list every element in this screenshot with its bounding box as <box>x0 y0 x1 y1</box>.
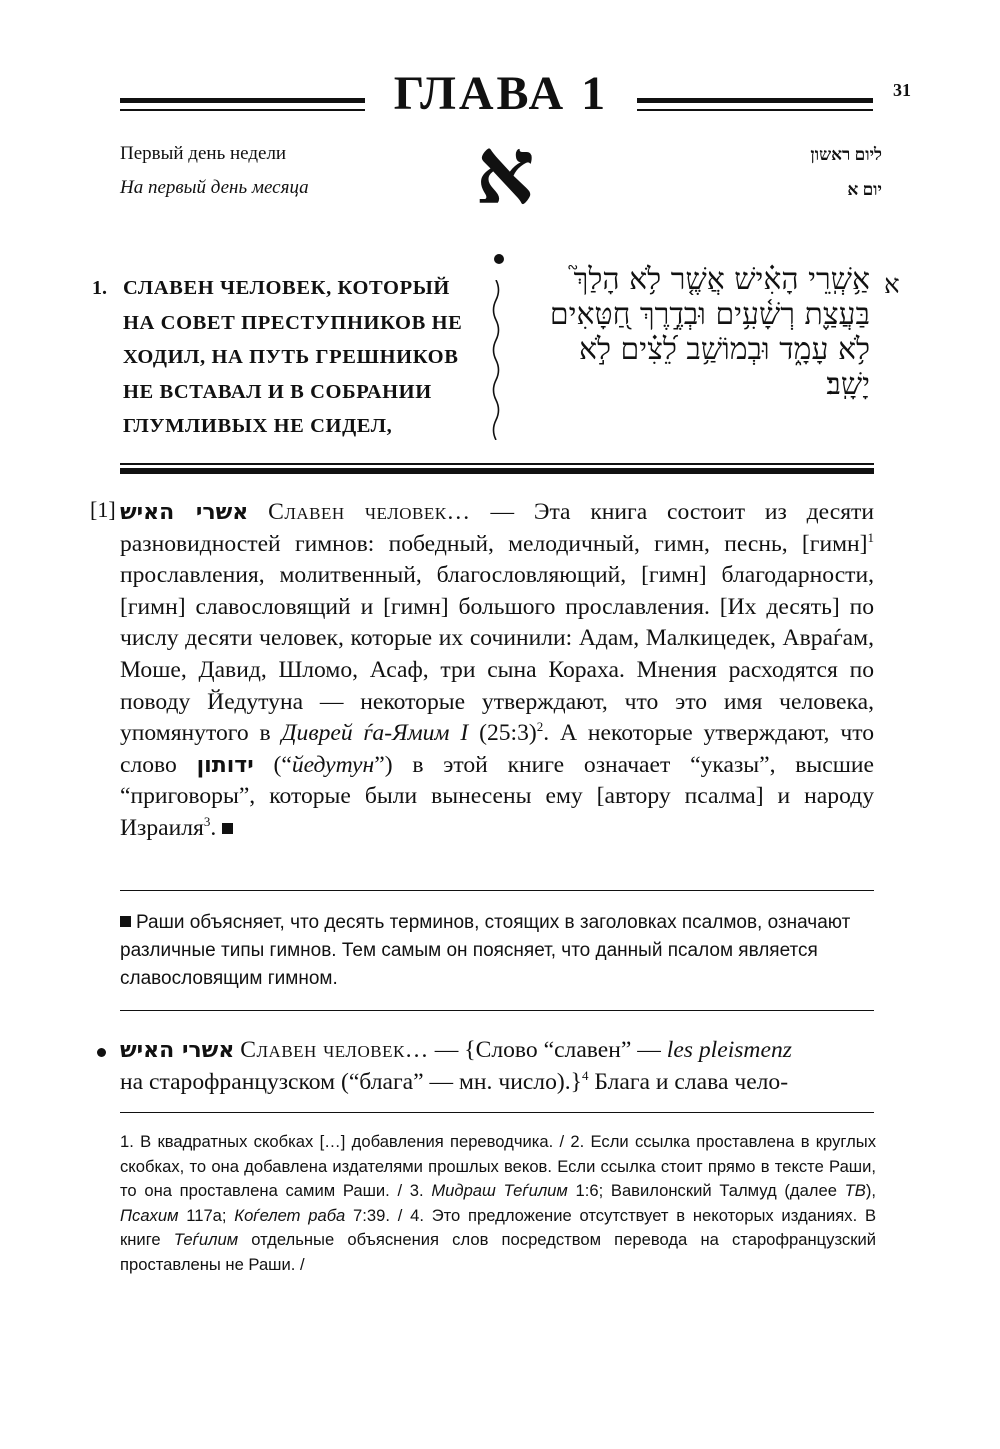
wavy-divider-icon <box>489 280 503 440</box>
editor-note <box>120 909 874 993</box>
footnotes <box>120 1130 876 1277</box>
verse-number: 1. <box>92 277 107 299</box>
commentary2-paragraph <box>120 1035 880 1098</box>
chapter-hebrew-letter: א <box>475 117 535 225</box>
commentary-ref: [1] <box>90 497 116 522</box>
footnote-text: 117а; <box>178 1205 235 1225</box>
footnote-text: отдельные объяснения слов посредством перевода на старофранцузский проставлены не Раши. / <box>120 1230 876 1274</box>
commentary-text: . А некоторые утверждают, что слово <box>120 720 874 778</box>
end-marker-icon <box>222 823 233 834</box>
footnote-ref: 3 <box>203 814 211 830</box>
footnote-text: ), <box>865 1181 877 1200</box>
footnote-text: 1:6; Вавилонский Талмуд (далее <box>567 1181 845 1200</box>
source-ref: Диврей ѓа-Ямим I <box>281 720 469 747</box>
footnote-source: ТВ <box>844 1181 866 1200</box>
verse-text-ru: СЛАВЕН ЧЕЛОВЕК, КОТОРЫЙ НА СОВЕТ ПРЕСТУПНИКОВ НЕ ХОДИЛ, НА ПУТЬ ГРЕШНИКОВ НЕ ВСТАВАЛ И В СОБРАНИИ ГЛУМЛИВЫХ НЕ СИДЕЛ, <box>123 277 463 437</box>
verse-he-line: יָשָֽׁב׃ <box>826 367 870 402</box>
page-number: 31 <box>893 80 911 100</box>
footnote-source: Псахим <box>120 1205 179 1225</box>
commentary2-text: на старофранцузском (“блага” — мн. число).} <box>120 1068 582 1095</box>
footnote-source: Мидраш Теѓилим <box>431 1181 568 1200</box>
lemma-he: אשרי האיש <box>120 500 249 525</box>
commentary-text: прославления, молитвенный, благословляющий, [гимн] благодарности, [гимн] славословящий и [гимн] большого прославления. [Их десять] по числу десяти человек, которые их сочинили: Адам, Малкицедек, Авраѓам, Моше, Давид, Шломо, Асаф, три сына Кораха. Мнения расходятся по поводу Йедутуна — некоторые утверждают, что это имя человека, упомянутого в <box>120 562 874 747</box>
note-separator-top <box>120 890 874 891</box>
reading-month-he: יום א <box>847 180 882 199</box>
editor-note-text: Раши объясняет, что десять терминов, стоящих в заголовках псалмов, означают различные типы гимнов. Тем самым он поясняет, что данный псалом является славословящим гимном. <box>120 912 851 989</box>
footnote-separator <box>120 1112 874 1113</box>
footnote-ref: 2 <box>536 719 544 735</box>
commentary-text: (25:3) <box>468 720 537 747</box>
verse-letter-he: א <box>884 270 900 300</box>
chapter-title: ГЛАВА 1 <box>393 67 609 120</box>
reading-day-he: ליום ראשון <box>810 145 882 164</box>
reading-month-ru: На первый день месяца <box>120 177 309 198</box>
commentary-paragraph <box>120 497 874 845</box>
word-translit: йедутун <box>291 751 375 778</box>
commentary2-text: Блага и слава чело- <box>588 1068 789 1095</box>
footnote-ref: 1 <box>867 529 874 545</box>
footnote-ref: 4 <box>581 1067 589 1083</box>
commentary-text: ”) в этой книге означает “указы”, высшие “приговоры”, которые были вынесены ему [автору псалма] и народу Израиля <box>120 751 874 841</box>
footnote-source: Коѓелет раба <box>234 1205 346 1225</box>
verse-text-he <box>530 262 870 402</box>
commentary-text: — Эта книга состоит из десяти разновидностей гимнов: победный, мелодичный, гимн, песнь, [гимн] <box>120 499 874 557</box>
note-separator-bottom <box>120 1010 874 1011</box>
note-marker-icon <box>120 916 131 927</box>
verse-he-line: לֹ֥א עָמָ֑ד וּבְמוֹשַׁ֥ב לֵ֝צִ֗ים לֹ֣א <box>578 332 870 367</box>
bullet-icon <box>97 1048 106 1057</box>
footnote-text: 7:39. / 4. Это предложение отсутствует в некоторых изданиях. В книге <box>120 1205 877 1249</box>
footnote-text: 1. В квадратных скобках […] добавления переводчика. / 2. Если ссылка проставлена в круглых скобках, то она добавлена издателями прошлых веков. Если ссылка стоит прямо в тексте Раши, то она проставлена самим Раши. / 3. <box>120 1132 876 1200</box>
footnote-source: Теѓилим <box>173 1230 239 1249</box>
lemma-he: אשרי האיש <box>120 1038 235 1063</box>
foreign-word: les pleismenz <box>666 1037 792 1063</box>
verse-he-line: אַ֥שְֽׁרֵי הָאִ֗ישׁ אֲשֶׁ֤ר לֹ֥א הָלַךְ֮ <box>573 262 870 297</box>
lemma-ru: Славен человек… <box>268 499 471 525</box>
word-he: ידותון <box>196 752 254 778</box>
dot-marker-icon <box>494 254 504 264</box>
commentary-text: . <box>210 814 217 841</box>
lemma-ru: Славен человек… <box>240 1037 429 1063</box>
header-rule-left <box>120 98 365 103</box>
verse-he-line: בַּעֲצַ֪ת רְשָׁ֫עִ֥ים וּבְדֶ֣רֶךְ חַ֭טָּאִים <box>549 297 870 332</box>
commentary-text: (“ <box>253 751 292 778</box>
header-rule-right <box>637 98 873 103</box>
verse-separator-rule <box>120 463 874 465</box>
commentary2-text: — {Слово “славен” — <box>428 1037 667 1063</box>
reading-day-ru: Первый день недели <box>120 143 287 164</box>
